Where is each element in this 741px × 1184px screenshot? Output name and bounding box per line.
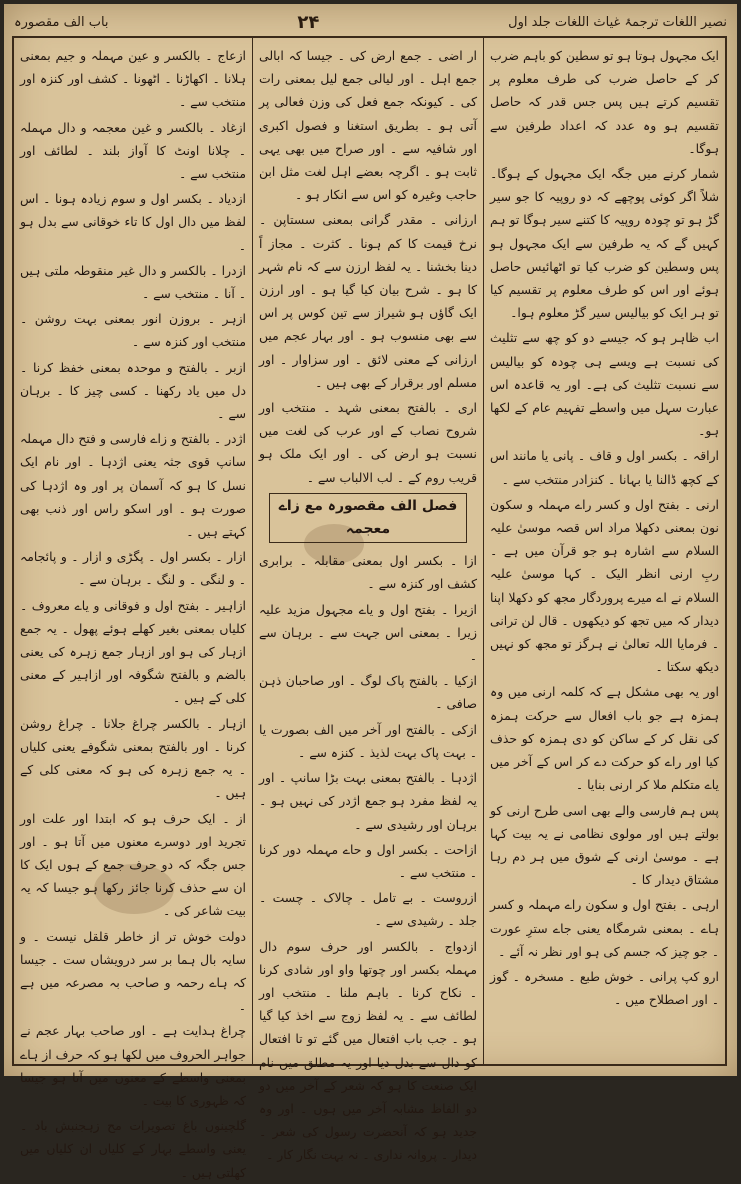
entry: ازدرا ۔ بالکسر و دال غیر منقوطہ ملتی ہیں ۔ آنا ۔ منتخب سے ۔ [20, 262, 246, 302]
entry: ارنی ۔ بفتح اول و کسر راے مہملہ و سکون نون بمعنی دکھلا مراد اس قصہ موسیٰ علیہ السلام سے اشارہ ہو جو قرآن میں ہے ۔ ربِ ارنی انظر الیک ۔ کہا موسیٰ علیہ السلام نے اے میرے پروردگار مجھ کو دکھلا اپنا دیدار کہ میں تجھ کو دیکھوں ۔ قال لن ترانی ۔ فرمایا اللہ تعالیٰ نے ہرگز تو مجھ کو نہیں دیکھ سکتا ۔ [490, 496, 719, 675]
entry: ازاہیر ۔ بفتح اول و فوقانی و یاے معروف ۔ کلیاں بمعنی بغیر کھلے ہوئے پھول ۔ یہ جمع ازہار کی ہو اور ازہار جمع زہرہ کی یعنی بالضم و بالفتح شگوفہ اور ازاہیر کے معنی کلی کے ہیں ۔ [20, 597, 246, 706]
entry: اژدہا ۔ بالفتح بمعنی بہت بڑا سانپ ۔ اور یہ لفظ مفرد ہو جمع اژدر کی نہیں ہو ۔ برہان اور رشیدی سے ۔ [259, 770, 477, 832]
entry: از ۔ ایک حرف ہو کہ ابتدا اور علت اور تجرید اور دوسرے معنوں میں آتا ہو ۔ اور جس جگہ کہ دو حرف جمع کے ہوں ایک کا ان سے حذف کرنا جائز رکھا ہو جیسا کہ یہ بیت شاعر کی ۔ [20, 810, 246, 919]
entry: ارو کپ پرانی ۔ خوش طبع ۔ مسخرہ ۔ گوز ۔ اور اصطلاح میں ۔ [490, 968, 719, 1008]
entry: شمار کرنے میں جگہ ایک مجہول کے ہوگا۔ شلاً اگر کوئی پوچھے کہ دو روپیہ کا جو سیر گڑ ہو تو چودہ روپیہ کا کتنے سیر ہوگا تو ہم کہیں گے کہ یہ طرفین سے ایک مجہول ہو پس وسطین کو ضرب کیا تو اٹھائیس حاصل ہوئے اور اس کو طرف معلوم پر تقسیم کیا تو ہر ایک کو بیالیس سیر گڑ معلوم ہوا۔ [490, 166, 719, 321]
chapter-title: باب الف مقصورہ [14, 14, 109, 30]
entry: ازعاج ۔ بالکسر و عین مہملہ و جیم بمعنی ہلانا ۔ اکھاڑنا ۔ اٹھونا ۔ کشف اور کنزہ اور منتخب سے ۔ [20, 48, 246, 110]
entry: اری ۔ بالفتح بمعنی شہد ۔ منتخب اور شروح نصاب کے اور عرب کی لغت میں نسبت ہو ارض کی ۔ اور ایک ملک ہو قریب روم کے ۔ لب الالباب سے ۔ [259, 400, 477, 485]
entry: اژدر ۔ بالفتح و زاے فارسی و فتح دال مہملہ سانپ قوی جثہ یعنی اژدہا ۔ اور نام ایک نسل کا ہو کہ آسمان پر اور وہ اژدہا کی صورت ہو ۔ اور اسکو راس اور ذنب بھی کہتے ہیں ۔ [20, 431, 246, 540]
column-left [14, 38, 252, 1180]
page-number: ۲۴ [297, 11, 320, 33]
entry: ازا ۔ بکسر اول بمعنی مقابلہ ۔ برابری کشف اور کنزہ سے ۔ [259, 553, 477, 592]
entry: ازدیاد ۔ بکسر اول و سوم زیادہ ہونا ۔ اس لفظ میں دال اول کا تاء خوقانی سے بدل ہو ۔ [20, 191, 246, 253]
book-title: نصیر اللغات ترجمۂ غیاث اللغات جلد اول [508, 14, 727, 30]
entry: اراقہ ۔ بکسر اول و قاف ۔ پانی یا مانند اس کے کچھ ڈالنا یا بہانا ۔ کنزادر منتخب سے ۔ [490, 448, 719, 487]
running-head [14, 10, 727, 34]
entry: ار اضی ۔ جمع ارض کی ۔ جیسا کہ ابالی جمع اہل ۔ اور لیالی جمع لیل بمعنی رات کی ۔ کیونکہ جمع فعل کی وزن فعالی پر آتی ہو ۔ بطریق استغنا و فصول اکبری اور شافیہ سے ۔ اور صراح میں بھی یہی ثابت ہو ۔ اگرچہ بعضے اہل لغت مثل ابن حاجب وغیرہ کو اس سے انکار ہو ۔ [259, 48, 477, 203]
entry: چراغ ہدایت ہے ۔ اور صاحب بہار عجم نے جواہر الحروف میں لکھا ہو کہ حرف از ہاے بمعنی واسطے کے معنوں میں آتا ہو جیسا کہ ظہوری کا بیت ۔ [20, 1023, 246, 1108]
entry: ازہار ۔ بالکسر چراغ جلانا ۔ چراغ روشن کرنا ۔ اور بالفتح بمعنی شگوفے یعنی کلیاں ۔ یہ جمع زہرہ کی ہو کہ معنی کلی کے ہیں ۔ [20, 715, 246, 801]
entry: ایک مجہول ہوتا ہو تو سطین کو باہم ضرب کر کے حاصل ضرب کی طرف معلوم پر تقسیم کرتے ہیں پس جس قدر کہ حاصل تقسیم ہو وہ عدد کہ اعداد طرفین سے ہوگا۔ [490, 48, 719, 156]
entry: ازہر ۔ بروزن انور بمعنی بہت روشن ۔ منتخب اور کنزہ سے ۔ [20, 311, 246, 350]
entry: ازدواج ۔ بالکسر اور حرف سوم دال مہملہ بکسر اور چوتھا واو اور شادی کرنا ۔ نکاح کرنا ۔ باہم ملنا ۔ منتخب اور لطائف سے ۔ یہ لفظ زوج سے اخذ کیا گیا ہو ۔ جب باب افتعال میں گئے تو تا افتعال کو دال سے بدل دیا اور یہ مطلق میں نام ایک صنعت کا ہو کہ شعر کے آخر میں دو دو الفاظ مشابہ آخر میں ہوں ۔ اور وہ جدید ہو کہ آنحضرت رسول کی شعر ۔ دیدار ۔ پروانہ نداری ۔ نہ بہت نگار کار ۔ [259, 938, 477, 1163]
entry: گلچینوں باغ تصویرات مح زہجنبش باد ۔ یعنی واسطے بہار کے کلیاں ان کلیاں میں کھلتی ہیں ۔ [20, 1118, 246, 1180]
entry: ازبر ۔ بالفتح و موحدہ بمعنی خفظ کرنا ۔ دل میں یاد رکھنا ۔ کسی چیز کا ۔ برہان سے ۔ [20, 359, 246, 422]
entry: ازروست ۔ بے تامل ۔ چالاک ۔ چست ۔ جلد ۔ رشیدی سے ۔ [259, 890, 477, 929]
column-middle [252, 38, 484, 1163]
text-frame [12, 36, 727, 1180]
column-right [484, 38, 725, 1064]
book-page [4, 4, 737, 1180]
entry: ازغاد ۔ بالکسر و غین معجمہ و دال مہملہ ۔ چلانا اونٹ کا آواز بلند ۔ لطائف اور منتخب سے ۔ [20, 119, 246, 182]
entry: ازیرا ۔ بفتح اول و یاے مجہول مزید علیہ زیرا ۔ بمعنی اس جہت سے ۔ برہان سے ۔ [259, 601, 477, 664]
entry: ازار ۔ بکسر اول ۔ پگڑی و ازار ۔ و پائجامہ ۔ و لنگی ۔ و لنگ ۔ برہان سے ۔ [20, 549, 246, 588]
entry: اب ظاہر ہو کہ جیسے دو کو چھ سے تثلیث کی نسبت ہے ویسے ہی چودہ کو بیالیس سے نسبت تثلیث کی ہے۔ اور یہ قاعدہ اس عبارت سہل میں واسطے تفہیم عام کے لکھا ہو۔ [490, 330, 719, 439]
entry: ارہی ۔ بفتح اول و سکون راے مہملہ و کسر ہاے ۔ بمعنی شرمگاہ یعنی جاے سترِ عورت ۔ جو چیز کہ جسم کی ہو اور نظر نہ آئے ۔ [490, 897, 719, 959]
entry: پس ہم فارسی والے بھی اسی طرح ارنی کو بولتے ہیں اور مولوی نظامی نے یہ بیت کہا ہے ۔ موسیٰ ارنی کے شوق میں ہر دم رہا مشتاق دیدار کا ۔ [490, 802, 719, 888]
entry: ازاحت ۔ بکسر اول و حاے مہملہ دور کرنا ۔ منتخب سے ۔ [259, 841, 477, 880]
entry: اور یہ بھی مشکل ہے کہ کلمہ ارنی میں وہ ہمزہ ہے جو باب افعال سے حرکت ہمزہ کی نقل کر کے ساکن کو دی ہمزہ کو حذف کیا اور راے کو حرکت دے کر اس کے آخر میں یاے متکلم ملا کر ارنی بنایا ۔ [490, 684, 719, 793]
entry: دولت خوش تر از خاطر قلقل نیست ۔ و سایہ بال ہما بر سر درویشاں ست ۔ جیسا کہ ہاے رحمہ و صاحب بہ مصرعہ میں ہے ۔ [20, 928, 246, 1014]
entry: ازکیا ۔ بالفتح پاک لوگ ۔ اور صاحبان ذہن صافی ۔ [259, 673, 477, 712]
entry: ازکی ۔ بالفتح اور آخر میں الف بصورت یا ۔ بہت پاک بہت لذیذ ۔ کنزہ سے ۔ [259, 721, 477, 760]
entry: ارزانی ۔ مقدر گرانی بمعنی سستاپن ۔ نرخ قیمت کا کم ہونا ۔ کثرت ۔ مجاز اً دینا بخشنا ۔ یہ لفظ ارزن سے کہ نام شہر کا ہو ۔ شرح بیان کیا گیا ہو ۔ اور ارزن ایک گاؤں ہو شیراز سے تین کوس پر اس سے بھی منسوب ہو ۔ اور بہار عجم میں ارزانی کے معنی لائق ۔ اور سزاوار ۔ اور مسلم اور برقرار کے بھی ہیں ۔ [259, 212, 477, 390]
section-heading: فصل الف مقصورہ مع زاے معجمہ [269, 493, 467, 543]
